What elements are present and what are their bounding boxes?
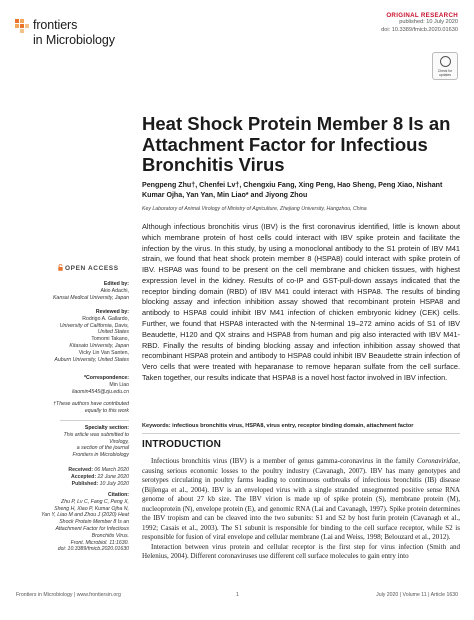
edited-by	[12, 281, 129, 301]
published-date: published: 10 July 2020	[399, 19, 458, 26]
keywords	[142, 423, 460, 430]
intro-p1-family: Coronaviridae	[416, 457, 459, 465]
keywords-divider	[142, 433, 460, 434]
equal-contribution-note	[12, 401, 129, 415]
specialty-heading: Specialty section:	[84, 425, 129, 431]
specialty-line: Frontiers in Microbiology	[72, 452, 129, 459]
logo-text-frontiers: frontiers	[33, 18, 78, 32]
sidebar-divider	[60, 420, 129, 421]
open-access-lock-icon	[58, 264, 63, 271]
intro-p1-start: Infectious bronchitis virus (IBV) is a member of genus gamma-coronavirus in the family	[151, 457, 417, 465]
footer-journal-link[interactable]: Frontiers in Microbiology | www.frontiersin.org	[16, 592, 121, 598]
edited-by-heading: Edited by:	[103, 281, 129, 287]
reviewed-by-heading: Reviewed by:	[95, 309, 129, 315]
citation-heading: Citation:	[107, 492, 129, 498]
published-label: Published:	[71, 480, 99, 487]
citation-doi[interactable]: doi: 10.3389/fmicb.2020.01630	[57, 546, 129, 553]
reviewer-line: University of California, Davis,	[59, 322, 129, 329]
received-value: 06 March 2020	[94, 467, 129, 473]
equal-note-line: †These authors have contributed	[53, 401, 129, 407]
intro-paragraph-1	[142, 457, 460, 543]
specialty-line: a section of the journal	[76, 445, 129, 452]
citation-line: Zhu P, Lv C, Fang C, Peng X,	[61, 498, 129, 505]
intro-p1-rest: , causing serious economic losses to the poultry industry (Cavanagh, 2007). IBV has many genotypes and serotypes circulating in poultry farms leading to continuous outbreaks of infectious bronchitis (IB) disease (Bijlenga et al., 2004). IBV is an enveloped virus with a single stranded unsegmented positive sense RNA genome of about 27 kb size. The IBV virion is made up of spike protein (S), membrane protein (M), nucleoprotein (N), envelope protein (E), and genomic RNA (Lai and Cavanagh, 1997). Spike protein determines the IBV tropism and can be cleaved into the two subunits: S1 and S2 by host furin protein (Cavanagh et al., 1992; Casais et al., 2003). The S1 subunit is responsible for binding to the cell surface receptor, while S2 is responsible for fusion of viral envelope and cellular membrane (Lai and Weiss, 1998; Belouzard et al., 2012).	[142, 457, 460, 541]
editor-affiliation: Kansai Medical University, Japan	[52, 294, 129, 301]
article-doi[interactable]: doi: 10.3389/fmicb.2020.01630	[381, 26, 458, 33]
article-title: Heat Shock Protein Member 8 Is an Attachment Factor for Infectious Bronchitis Virus	[142, 113, 451, 175]
citation-line: Yan Y, Liao M and Zhou J (2020) Heat	[41, 512, 129, 519]
frontiers-logo-icon	[15, 19, 29, 33]
affiliation: Key Laboratory of Animal Virology of Ministry of Agriculture, Zhejiang University, Hangzhou, China	[142, 206, 367, 212]
reviewer-line: Kitasato University, Japan	[69, 342, 129, 349]
correspondence-heading: *Correspondence:	[84, 375, 129, 381]
check-for-updates-button[interactable]	[432, 52, 458, 80]
published-date-side	[12, 481, 129, 488]
article-meta	[308, 12, 458, 34]
specialty-line: This article was submitted to	[63, 431, 129, 438]
received-label: Received:	[68, 467, 93, 473]
page-number: 1	[236, 592, 239, 598]
correspondence-email[interactable]: liaomin4545@zju.edu.cn	[72, 388, 129, 395]
citation-line: Shock Protein Member 8 Is an	[59, 519, 129, 526]
equal-note-line: equally to this work	[84, 407, 129, 414]
author-list: Pengpeng Zhu†, Chenfei Lv†, Chengxiu Fang, Xing Peng, Hao Sheng, Peng Xiao, Nishant Kumar Ojha, Yan Yan, Min Liao* and Jiyong Zhou	[142, 181, 443, 199]
reviewer-line: United States	[97, 329, 129, 336]
article-type: ORIGINAL RESEARCH	[386, 12, 458, 19]
editor-name[interactable]: Akio Adachi,	[100, 287, 129, 294]
specialty-section	[12, 425, 129, 459]
published-value: 10 July 2020	[99, 480, 129, 487]
intro-paragraph-2: Interaction between virus protein and cellular receptor is the first step for virus infection (Smith and Helenius, 2004). Different coronaviruses use different cell surface molecules to gain entry into	[142, 542, 460, 560]
introduction-body	[142, 457, 460, 562]
dates	[12, 467, 129, 487]
open-access-label: OPEN ACCESS	[65, 265, 119, 272]
footer-volume-info: July 2020 | Volume 11 | Article 1630	[376, 592, 458, 598]
citation-line: Sheng H, Xiao P, Kumar Ojha N,	[54, 505, 129, 512]
reviewer-line[interactable]: Vicky Lin Van Santen,	[78, 349, 129, 356]
check-updates-label: Check for updates	[437, 69, 453, 77]
check-updates-icon	[440, 56, 451, 67]
corresponding-author: Min Liao	[109, 381, 129, 388]
citation	[12, 492, 129, 553]
section-heading-introduction: INTRODUCTION	[142, 439, 222, 450]
accepted-value: 22 June 2020	[97, 473, 129, 480]
reviewed-by	[12, 309, 129, 363]
accepted-label: Accepted:	[71, 473, 97, 480]
keywords-label: Keywords:	[142, 423, 171, 429]
specialty-line: Virology,	[109, 438, 129, 445]
reviewer-line[interactable]: Tomomi Takano,	[91, 336, 129, 343]
accepted-date	[12, 474, 129, 481]
keywords-list: infectious bronchitis virus, HSPA8, virus entry, receptor binding domain, attachment factor	[172, 423, 414, 429]
journal-logo[interactable]	[15, 17, 145, 47]
logo-text-journal: in Microbiology	[33, 33, 115, 47]
reviewer-line[interactable]: Rodrigo A. Gallardo,	[82, 315, 129, 322]
citation-line: Bronchitis Virus.	[91, 532, 129, 539]
reviewer-line: Auburn University, United States	[54, 356, 129, 363]
abstract: Although infectious bronchitis virus (IBV) is the first coronavirus identified, little is known about which membrane protein of host cells could interact with IBV spike protein and facilitate the infection by the virus. In this study, by using a monoclonal antibody to the S1 protein of IBV M41 strain, we found that heat shock protein member 8 (HSPA8) could interact with spike protein of IBV. HSPA8 was found to be present on the cell membrane and chicken tissues, with highest expression level in the kidney. Results of co-IP and GST-pull-down assays indicated that the receptor binding domain (RBD) of IBV M41 could interact with HSPA8. The results of binding blocking assay and infection inhibition assay showed that recombinant protein HSPA8 and antibody to HSPA8 could inhibit IBV M41 infection of chicken embryonic kidney (CEK) cells. Further, we found that HSPA8 interacted with the N-terminal 19–272 amino acids of S1 of IBV Beaudette, H120 and QX strains and HSPA8 from human and pig also interacted with IBV M41-RBD. Finally the results of binding blocking assay and infection inhibition assay showed that recombinant HSPA8 protein and antibody to HSPA8 could inhibit IBV Beaudette strain infection of Vero cells that were treated with heparanase to remove heparan sulfate from the cell surface. Taken together, our results indicate that HSPA8 is a novel host factor involved in IBV infection.	[142, 222, 460, 382]
received-date	[12, 467, 129, 474]
citation-line: Front. Microbiol. 11:1630.	[70, 539, 129, 546]
citation-line: Attachment Factor for Infectious	[55, 525, 129, 532]
correspondence	[12, 375, 129, 395]
